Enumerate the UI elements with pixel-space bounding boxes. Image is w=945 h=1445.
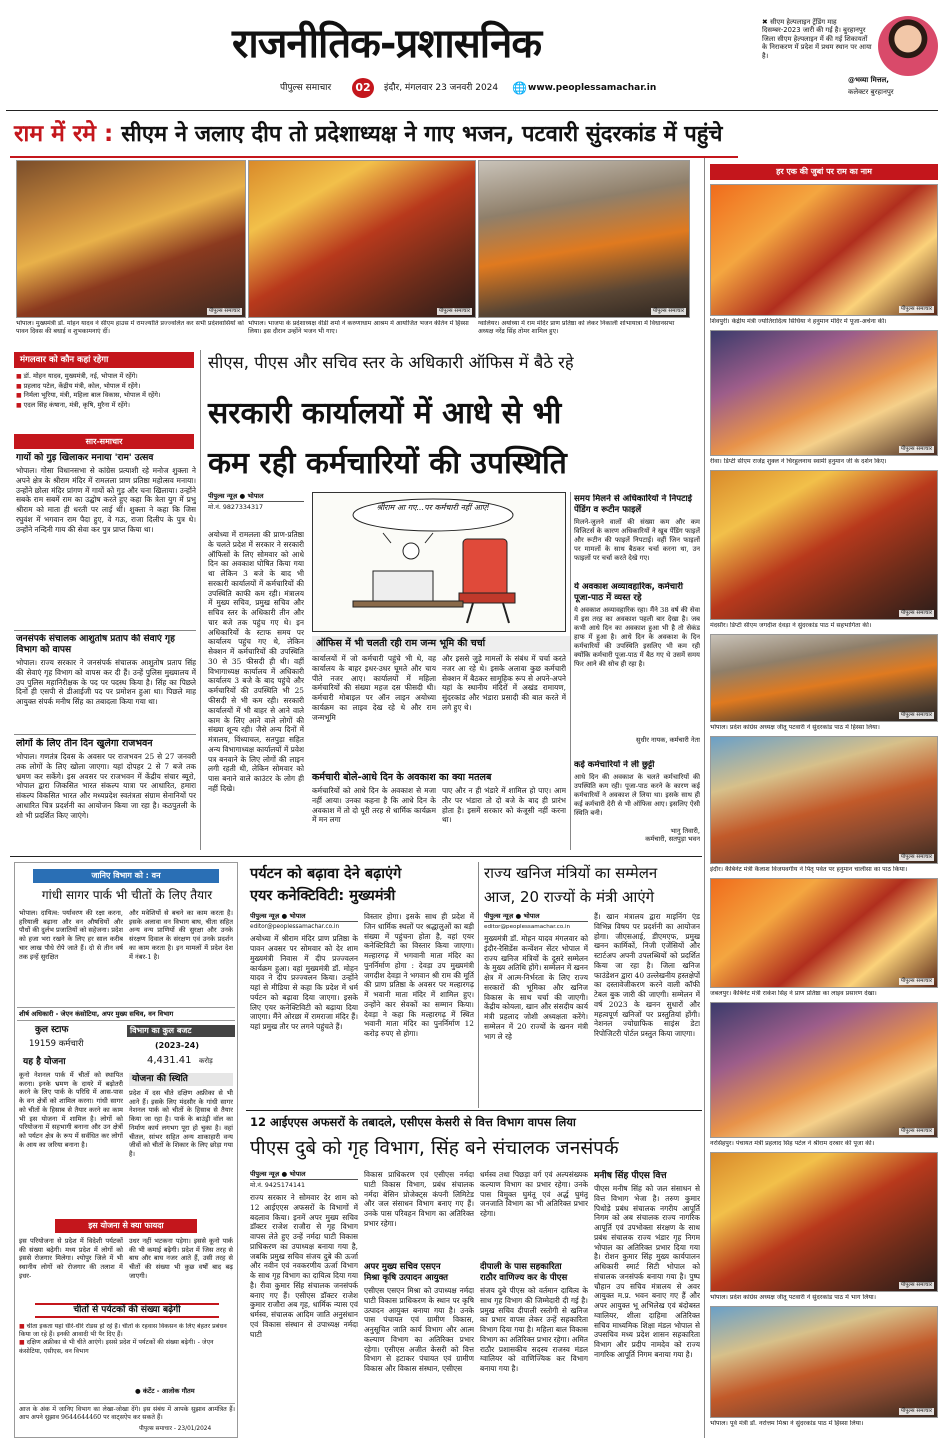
right-photo-bhopal-3: पीपुल्स समाचार xyxy=(710,1306,938,1418)
dept-benefit-right: उधर नहीं भटकना पड़ेगा। इससे कूनो पार्क की भी कमाई बढ़ेगी। प्रदेश में जिस तरह से बाघ और बाघ नजर आते हैं, उसी तरह से चीतों की संख्या भी कुछ वर्षों बाद बढ़ जाएगी। xyxy=(129,1237,233,1280)
trending-author-title: कलेक्टर बुरहानपुर xyxy=(848,88,894,96)
right-photo-indore: पीपुल्स समाचार xyxy=(710,736,938,864)
paper-name: पीपुल्स समाचार xyxy=(280,83,332,93)
transfers-col-1 xyxy=(250,1170,358,1438)
right-photo-bhopal-2: पीपुल्स समाचार xyxy=(710,1152,938,1292)
lead-photo-bhajan xyxy=(248,160,476,318)
mining-headline-2: आज, 20 राज्यों के मंत्री आएंगे xyxy=(484,888,655,906)
dept-scheme-label: यह है योजना xyxy=(23,1057,66,1067)
dept-box-header: जानिए विभाग को : वन xyxy=(33,869,219,883)
divider xyxy=(704,158,705,1438)
dept-staff-label: कुल स्टाफ xyxy=(35,1025,69,1035)
dept-budget-unit: करोड़ xyxy=(199,1057,213,1065)
right-caption: भोपाल। पूर्व मंत्री डॉ. नरोत्तम मिश्रा ने सुंदरकांड पाठ में हिस्सा लिया। xyxy=(710,1420,864,1427)
right-photo-narsinghpur: पीपुल्स समाचार xyxy=(710,1002,938,1138)
transfers-col-3 xyxy=(480,1170,588,1438)
divider xyxy=(10,856,702,857)
attendance-body-col: पाए और न ही भंडारे में शामिल हो पाए। आम तौर पर भंडारा तो दो बजे के बाद ही प्रारंभ होता है। इसमें सरकार को कंजूसी नहीं करना था। xyxy=(442,786,566,825)
mining-body: हैं। खान मंत्रालय द्वारा माइनिंग एंड विभिन्न विषय पर प्रदर्शनी का आयोजन होगा। जीएसआई, डीएमएफ, प्रमुख खनन कार्मिकों, निजी एजेंसियों और स्टार्टअप अपनी उपलब्धियों को प्रदर्शित किया जा रहा है। जिला खनिज फाउंडेशन द्वारा 40 उल्लेखनीय हस्तक्षेपों का दस्तावेजीकरण करने वाली कॉफी टेबल बुक जारी की जाएगी। सम्मेलन में वर्ष 2023 के खनन सुधारों और महत्वपूर्ण खनिजों पर प्रस्तुतियां होंगी। नेशनल ज्योग्राफिक साइंस डेटा रिपोजिटरी पोर्टल प्रस्तुत किया जाएगा। xyxy=(594,912,700,1039)
opinion-author-title: कर्मचारी, सतपुड़ा भवन xyxy=(645,835,700,844)
avatar xyxy=(878,16,938,76)
globe-icon: 🌐 xyxy=(512,81,527,95)
dept-budget-value: 4,431.41 xyxy=(147,1055,192,1066)
transfers-subhead-1: अपर मुख्य सचिव एसएन xyxy=(364,1262,441,1272)
lead-kicker: राम में रमे : xyxy=(14,121,114,147)
opinion-body: मिलने-जुलने वालों की संख्या कम और कम विजिटर्स के कारण अधिकारियों ने खूब पेंडिंग फाइलें और रूटीन की फाइलें निपटाई। वहीं जिन फाइलों पर मामलों के साथ बैठकर चर्चा करना था, उन फाइलों पर चर्चा करते देखे गए। xyxy=(574,518,700,562)
transfers-body: पीएस मनीष सिंह को जल संसाधन से वित्त विभाग भेजा है। तरुण कुमार पिथोड़े प्रबंध संचालक नगरीय आपूर्ति निगम को अब संचालक राज्य नागरिक आपूर्ति एवं उपभोक्ता संरक्षण के साथ प्रबंध संचालक राज्य भंडार गृह निगम भोपाल का अतिरिक्त प्रभार दिया गया है। रोशन कुमार सिंह मुख्य कार्यपालन अधिकारी स्मार्ट सिटी भोपाल को संचालक जनसंपर्क बनाया गया है। पुष्प चौहान उप सचिव मंत्रालय से अवर आयुक्त म.प्र. भवन बनाए गए हैं और अपर आयुक्त भू अभिलेख एवं बंदोबस्त ग्वालियर, शीला दाहिमा अतिरिक्त सचिव माध्यमिक शिक्षा मंडल भोपाल से उपसचिव मध्य प्रदेश शासन सहकारिता विभाग और प्रदीप नामदेव को राज्य नागरिक आपूर्ति निगम बनाया गया है। xyxy=(594,1184,700,1360)
opinion-author-name: भानु तिवारी, xyxy=(670,827,700,835)
lead-photo-cm xyxy=(16,160,246,318)
byline: पीपुल्स न्यूज़ ● भोपाल xyxy=(484,912,588,922)
photo-credit: पीपुल्स समाचार xyxy=(438,308,470,315)
section-title: राजनीतिक-प्रशासनिक xyxy=(232,21,542,67)
tourism-headline-1: पर्यटन को बढ़ावा देने बढ़ाएंगे xyxy=(250,866,402,882)
divider xyxy=(10,156,738,158)
opinion-body: आधे दिन की अवकाश के चलते कर्मचारियों की उपस्थिति कम रही। पूजा-पाठ करने के कारण कई कर्मचारियों ने अवकाश ले लिया था। इसके साथ ही कई कर्मचारी देरी से भी ऑफिस आए। इसलिए ऐसी स्थिति बनी। xyxy=(574,773,700,817)
byline-phone: मो.नं. 9827334317 xyxy=(208,504,263,512)
list-item: ■ प्रहलाद पटेल, केंद्रीय मंत्री, कोल, भोपाल में रहेंगे। xyxy=(16,382,196,392)
trending-box xyxy=(758,16,940,108)
attendance-body-col: कार्यालयों में जो कर्मचारी पहुंचे भी थे, वह कार्यालय के बाहर इधर-उधर घूमते और चाय पीते नजर आए। कार्यालयों में महिला कर्मचारियों की संख्या महज दस फीसदी थी। कर्मचारी मोबाइल पर ऑन लाइन अयोध्या कार्यक्रम का लाइव देख रहे थे और राम जन्मभूमि xyxy=(312,654,436,722)
divider xyxy=(6,110,938,111)
right-caption: भोपाल। प्रदेश कांग्रेस अध्यक्ष जीतू पटवारी ने सुंदरकांड पाठ में भाग लिया। xyxy=(710,1294,877,1301)
opinion-body: ये अवकाश अव्यावहारिक रहा। मैंने 38 वर्ष की सेवा में इस तरह का अवकाश पहली बार देखा है। जब कभी आधे दिन का अवकाश हुआ भी है तो सेकंड हाफ में हुआ है। आधे दिन के अवकाश के दिन कर्मचारियों की उपस्थिति इसलिए भी कम रही क्योंकि कर्मचारी पूजा-पाठ में बैठ गए थे उसमें समय फिर आने की सोच ही रहा है। xyxy=(574,606,700,668)
right-column-banner: हर एक की जुबां पर राम का नाम xyxy=(710,164,938,180)
byline-email: editor@peoplessamachar.co.in xyxy=(250,924,340,931)
right-caption: इंदौर। कैबिनेट मंत्री कैलाश विजयवर्गीय ने पितृ पर्वत पर हनुमान चालीसा का पाठ किया। xyxy=(710,866,908,873)
lead-caption: भोपाल। भाजपा के प्रदेशाध्यक्ष वीडी शर्मा ने करुणाधाम आश्रम में आयोजित भजन कीर्तन में हिस्सा लिया। इस दौरान उन्होंने भजन भी गाए। xyxy=(248,320,469,335)
tourism-headline-2: एयर कनेक्टिविटी: मुख्यमंत्री xyxy=(250,888,396,904)
right-photo-bhopal: पीपुल्स समाचार xyxy=(710,634,938,722)
transfers-body: संजय दुबे पीएस को वर्तमान दायित्व के साथ गृह विभाग की जिम्मेदारी दी गई है। प्रमुख सचिव दीपाली रस्तोगी से खनिज का प्रभार वापस लेकर उन्हें सहकारिता विभाग दिया गया है। महिला बाल विकास विभाग का अतिरिक्त प्रभार रहेगा। अमित राठौर प्रशासकीय सदस्य राजस्व मंडल ग्वालियर को वाणिज्यिक कर विभाग बनाया गया है। xyxy=(480,1286,588,1374)
divider xyxy=(200,350,201,850)
divider xyxy=(478,862,479,1108)
divider xyxy=(570,492,571,850)
photo-credit: पीपुल्स समाचार xyxy=(652,308,684,315)
website: www.peoplessamachar.in xyxy=(528,83,657,93)
cartoon-drawing xyxy=(313,493,566,632)
byline-email: editor@peoplessamachar.co.in xyxy=(484,924,571,931)
lead-caption: ग्वालियर। अयोध्या में राम मंदिर प्राण प्रतिष्ठा को लेकर निकाली शोभायात्रा में विधानसभा अध्यक्ष नरेंद्र सिंह तोमर शामिल हुए। xyxy=(478,320,675,335)
transfers-col-4 xyxy=(594,1170,700,1438)
brief-body: भोपाल। गोसा विधानसभा से कांग्रेस प्रत्याशी रहे मनोज शुक्ला ने अपने क्षेत्र के श्रीराम मंदिर में रामलला प्राण प्रतिष्ठा महोत्सव मनाया। उन्होंने छोला मंदिर प्रांगण में गायों को गुड़ और चना खिलाया। उन्होंने सबके राम सबमें राम का उद्घोष करते हुए कहा कि त्रेता युग में प्रभु श्रीराम को माता ही धरती पर लाई थीं। शुक्ला ने कहा कि जिस रघुवंश में भगवान राम पैदा हुए, वे गऊ, राजा दिलीप के पुत्र थे। उन्होंने नन्दिनी गाय की सेवा कर पुत्र प्राप्त किया था। xyxy=(16,466,196,534)
list-item: ■ निर्मला भूरिया, मंत्री, महिला बाल विकास, भोपाल में रहेंगे। xyxy=(16,391,196,401)
dept-footer: आज के अंक में जानिए विभाग का लेखा-जोखा देंगे। इस संबंध में आपके सुझाव आमंत्रित हैं। आप अपने सुझाव 9644644460 पर वाट्सऐप कर सकते हैं। xyxy=(19,1403,235,1425)
byline: पीपुल्स न्यूज़ ● भोपाल xyxy=(250,1170,358,1180)
dept-benefit-header: इस योजना से क्या फायदा xyxy=(55,1219,197,1233)
photo-credit: पीपुल्स समाचार xyxy=(208,308,240,315)
transfers-body: धर्मस्व तथा पिछड़ा वर्ग एवं अल्पसंख्यक कल्याण विभाग का प्रभार रहेगा। उनके पास विमुक्त घुमंतू एवं अर्द्ध घुमंतू जनजाति विभाग का भी अतिरिक्त प्रभार रहेगा। xyxy=(480,1170,588,1219)
transfers-col-2 xyxy=(364,1170,474,1438)
transfers-deck: 12 आईएएस अफसरों के तबादले, एसीएस केसरी से वित्त विभाग वापस लिया xyxy=(250,1115,576,1129)
cartoon-sign: श्रीराम आ गए...पर कर्मचारी नहीं आए! xyxy=(376,503,490,512)
brief-body: भोपाल। राज्य सरकार ने जनसंपर्क संचालक आशुतोष प्रताप सिंह की सेवाएं गृह विभाग को वापस कर दी हैं। उन्हें पुलिस मुख्यालय में उप पुलिस महानिरीक्षक के पद पर पदस्थ किया है। सिंह का पिछले दिनों ही एसपी से डीआईजी पद पर प्रमोशन हुआ था। पिछले माह आयुक्त संपर्क मनीष सिंह का तबादला किया गया था। xyxy=(16,658,196,707)
right-caption: भोपाल। प्रदेश कांग्रेस अध्यक्ष जीतू पटवारी ने सुंदरकांड पाठ में हिस्सा लिया। xyxy=(710,724,880,731)
page-number: 02 xyxy=(352,78,374,98)
brief-item xyxy=(16,452,196,628)
dept-scheme-status-title: योजना की स्थिति xyxy=(129,1073,233,1086)
opinion-2 xyxy=(574,582,700,758)
right-caption: शिवपुरी। केंद्रीय मंत्री ज्योतिरादित्य सिंधिया ने हनुमान मंदिर में पूजा-अर्चना की। xyxy=(710,318,887,325)
mining-col-1 xyxy=(484,912,588,1108)
opinion-headline: ये अवकाश अव्यावहारिक, कर्मचारी पूजा-पाठ में व्यस्त रहे xyxy=(574,582,684,603)
dept-budget-label: विभाग का कुल बजट xyxy=(127,1025,235,1037)
dept-staff-value: 19159 कर्मचारी xyxy=(29,1039,84,1049)
lead-photo-rally xyxy=(478,160,690,318)
lead-headline xyxy=(14,118,744,151)
dateline: इंदौर, मंगलवार 23 जनवरी 2024 xyxy=(384,83,499,93)
dept-budget-year: (2023-24) xyxy=(155,1041,200,1050)
tourism-col-1 xyxy=(250,912,358,1112)
attendance-body-col: कर्मचारियों को आधे दिन के अवकाश से मजा नहीं आया। उनका कहना है कि आधे दिन के अवकाश में तो दो पूरी तरह से धार्मिक कार्यक्रम में मन लगा xyxy=(312,786,436,825)
dept-count-list xyxy=(19,1323,235,1385)
right-photo-jabalpur: पीपुल्स समाचार xyxy=(710,878,938,988)
dept-scheme-left: कूनो नेशनल पार्क में चीतों को स्थापित करना। इनके भ्रमण के दायरे में बढ़ोतरी करने के लिए पार्क के परिधि में आस-पास के वन क्षेत्रों को शामिल करना। गांधी सागर को चीतों के हिसाब से तैयार करने का काम भी इस योजना में शामिल है। लोगों को परियोजना में सहभागी बनाना और उन क्षेत्रों को पर्यटन क्षेत्र के रूप में सर्वधित कर लोगों के आय का जरिया बनाना है। xyxy=(19,1071,123,1149)
dept-count-header: चीतों से पर्यटकों की संख्या बढ़ेगी xyxy=(35,1303,219,1318)
mining-headline-1: राज्य खनिज मंत्रियों का सम्मेलन xyxy=(484,864,658,882)
cartoon xyxy=(312,492,566,632)
dateline-bar xyxy=(280,78,700,98)
dept-box xyxy=(14,862,238,1438)
opinion-headline: समय मिलने से अधिकारियों ने निपटाई पेंडिंग व रूटीन फाइलें xyxy=(574,494,692,515)
right-caption: नरसिंहपुर। पंचायत मंत्री प्रहलाद सिंह पटेल ने श्रीराम दरबार की पूजा की। xyxy=(710,1140,875,1147)
list-item: ■ दक्षिण अफ्रीका से भी चीते आएंगे। इससे प्रदेश में पर्यटकों की संख्या बढ़ेगी। - जेएन कंसोटिया, एसीएस, वन विभाग xyxy=(19,1339,235,1355)
list-item: ■ चीता इकता यहां धीरे-धीरे रोडस हो रहे हैं। चीतों के रहवास विकसन के लिए बेहतर प्रबंधन किया जा रहे हैं। इनकी आवादी भी पैर दिए हैं। xyxy=(19,1323,235,1339)
transfers-headline: पीएस दुबे को गृह विभाग, सिंह बने संचालक जनसंपर्क xyxy=(250,1137,619,1159)
mining-body: मुख्यमंत्री डॉ. मोहन यादव मंगलवार को इंदौर-रेसिडेंस कन्वेंशन सेंटर भोपाल में राज्य खनिज मंत्रियों के दूसरे सम्मेलन के मुख्य अतिथि होंगे। सम्मेलन में खनन क्षेत्र में आत्म-निर्भरता के लिए राज्य सरकारों की भूमिका और खनिज विकास के साथ चर्चा की जाएगी। केंद्रीय कोयला, खान और संसदीय कार्य मंत्री प्रहलाद जोशी अध्यक्षता करेंगे। सम्मेलन में 20 राज्यों के खनन मंत्री भाग ले रहे xyxy=(484,934,588,1041)
dept-intro-left: भोपाल। दायित्व: पर्यावरण की रक्षा करना, हरियाली बढ़ाना और वन औषधियों और पौधों की दुर्लभ प्रजातियों को सहेजना। प्रदेश को हजा भरा रखने के लिए हर साल करीब चार लाख पौधे रोपे जाते हैं। दो से तीन वर्ष तक इन्हें सुरक्षित xyxy=(19,909,123,961)
where-box-header: मंगलवार को कौन कहां रहेगा xyxy=(14,352,194,368)
opinion-1 xyxy=(574,494,700,580)
right-photo-shivpuri: पीपुल्स समाचार xyxy=(710,184,938,316)
dept-officers: शीर्ष अधिकारी - जेएन कंसोटिया, अपर मुख्य सचिव, वन विभाग xyxy=(17,1007,235,1021)
attendance-headline-1: सरकारी कार्यालयों में आधे से भी xyxy=(208,396,562,431)
right-caption: रीवा। डिप्टी सीएम राजेंद्र शुक्ल ने चिरहुलनाथ स्वामी हनुमान जी के दर्शन किए। xyxy=(710,458,887,465)
dept-count-author: ● कंटेंट - आलोक गौतम xyxy=(135,1387,195,1395)
dept-benefit-left: इस परियोजना से प्रदेश में विदेशी पर्यटकों की संख्या बढ़ेगी। मध्य प्रदेश में लोगों को इससे रोजगार मिलेगा। श्योपुर जिले में भी स्थानीय लोगों को रोजगार की तलाश में इधर- xyxy=(19,1237,123,1280)
transfers-body: एसीएस एसएन मिश्रा को उपाध्यक्ष नर्मदा घाटी विकास प्राधिकरण के स्थान पर कृषि उत्पादन आयुक्त बनाया गया है। उनके पास पंचायत एवं ग्रामीण विकास, अनुसूचित जाति कार्य विभाग और आत्म कल्याण विभाग का अतिरिक्त प्रभार रहेगा। एसीएस अजीत केसरी को वित्त विभाग से हटाकर पंचायत एवं ग्रामीण विकास और विकास संस्थान, एसीएस xyxy=(364,1286,474,1374)
brief-headline: जनसंपर्क संचालक आशुतोष प्रताप की सेवाएं गृह विभाग को वापस xyxy=(16,634,175,655)
brief-item xyxy=(16,738,196,850)
dept-footer-credit: पीपुल्स समाचार - 23/01/2024 xyxy=(139,1426,212,1432)
attendance-subhead: कर्मचारी बोले-आधे दिन के अवकाश का क्या मतलब xyxy=(312,772,492,783)
list-item: ■ डॉ. मोहन यादव, मुख्यमंत्री, नई, भोपाल में रहेंगे। xyxy=(16,372,196,382)
dept-box-headline: गांधी सागर पार्क भी चीतों के लिए तैयार xyxy=(41,888,213,902)
tourism-body: अयोध्या में श्रीराम मंदिर प्राण प्रतिष्ठा के पावन अवसर पर सोमवार को देर शाम मुख्यमंत्री निवास में दीप प्रज्ज्वलन कार्यक्रम हुआ। वहां मुख्यमंत्री डॉ. मोहन यादव ने दीप प्रज्ज्वलन किया। उन्होंने यहां से मीडिया से कहा कि प्रदेश में धर्म पर्यटन को बढ़ावा दिया जाएगा। इसके लिए एयर कनेक्टिविटी को बढ़ाया दिया जाएगा। मैंने ओरछा में रामराजा मंदिर हैं। यहां प्रमुख तौर पर लगने पहुंचते हैं। xyxy=(250,934,358,1032)
attendance-headline-2: कम रही कर्मचारियों की उपस्थिति xyxy=(208,446,567,481)
opinion-headline: कई कर्मचारियों ने ली छुट्टी xyxy=(574,760,655,770)
trending-author: @भव्या मित्तल, xyxy=(848,76,889,84)
opinion-3 xyxy=(574,760,700,850)
sar-samachar-header: सार-समाचार xyxy=(14,434,194,449)
attendance-deck: सीएस, पीएस और सचिव स्तर के अधिकारी ऑफिस में बैठे रहे xyxy=(208,353,574,372)
cartoon-caption: ऑफिस में भी चलती रही राम जन्म भूमि की चर्चा xyxy=(312,636,570,652)
tourism-body: विस्तार होगा। इसके साथ ही प्रदेश में जिन धार्मिक स्थलों पर श्रद्धालुओं का बड़ी संख्या में पहुंचना होता है, वहां एयर कनेक्टिविटी का विस्तार किया जाएगा। मल्हारगढ़ में भगवानी माता मंदिर का पुनर्निर्माण होगा : देवड़ा उप मुख्यमंत्री जगदीश देवड़ा ने भगवान श्री राम की मूर्ति की प्राण प्रतिष्ठा के अवसर पर मल्हारगढ़ में भवानी माता मंदिर में शामिल हुए। उन्होंने कार सेवकों का सम्मान किया। देवड़ा ने कहा कि मल्हारगढ़ में स्थित भवानी माता मंदिर का पुनर्निर्माण 12 करोड़ रुपए से होगा। xyxy=(364,912,474,1039)
transfers-subhead-2b: राठौर वाणिज्य कर के पीएस xyxy=(480,1273,568,1283)
attendance-body-col: अयोध्या में रामलला की प्राण-प्रतिष्ठा के चलते प्रदेश में सरकार ने सरकारी ऑफिसों के लिए सोमवार को आधे दिन का अवकाश घोषित किया गया था लेकिन 3 बजे के बाद भी सरकारी कार्यालयों में कर्मचारियों की उपस्थिति काफी कम रही। मंत्रालय में मुख्य सचिव, प्रमुख सचिव और सचिव स्तर के अधिकारी तीन और चार बजे तक पहुंच गए थे। इन अधिकारियों के स्टाफ समय पर कार्यालय पहुंच गए थे, लेकिन सेक्शन में कर्मचारियों की उपस्थिति 30 से 35 फीसदी ही थी। वहीं विभागाध्यक्ष कार्यालय में अधिकारी कार्यालय 3 बजे के बाद पहुंचे और कर्मचारियों की उपस्थिति भी 25 फीसदी से भी कम रही। सरकारी कार्यालयों में भी बाहर से आने वाले काम के लिए आने वाले लोगों की संख्या शून्य रही। जैसे अन्य दिनों में मंत्रालय, विंध्याचल, सतपुड़ा सहित अन्य विभागाध्यक्ष कार्यालयों में प्रवेश पत्र बनवाने के लिए लोगों की लाइन लगी रहती थी, लेकिन सोमवार को पास बनाने वाले काउंटर के लोग ही नहीं दिखे। xyxy=(208,530,304,793)
dept-scheme-right: प्रदेश में दस चीते दक्षिण अफ्रीका से भी आने हैं। इसके लिए मंदसौर के गांधी सागर नेशनल पार्क को चीतों के हिसाब से तैयार किया जा रहा है। पार्क के बाउंड्री वॉल का निर्माण कार्य लगभग पूरा हो चुका है। वहां चीतल, सांभर सहित अन्य शाकाहारी वन्य जीवों को चीतों के शिकार के लिए छोड़ा गया है। xyxy=(129,1089,233,1158)
byline: पीपुल्स न्यूज़ ● भोपाल xyxy=(208,492,304,502)
right-caption: मंदसौर। डिप्टी सीएम जगदीश देवड़ा ने सुंदरकांड पाठ में सहभागिता की। xyxy=(710,622,872,629)
brief-headline: लोगों के लिए तीन दिन खुलेगा राजभवन xyxy=(16,738,153,749)
transfers-subhead-3: मनीष सिंह पीएस वित्त xyxy=(594,1171,667,1181)
transfers-subhead-2: दीपाली के पास सहकारिता xyxy=(480,1262,562,1272)
transfers-body: राज्य सरकार ने सोमवार देर शाम को 12 आईएएस अफसरों के विभागों में बदलाव किया। इनमें अपर मुख्य सचिव डॉक्टर राजेश राजौरा से गृह विभाग वापस लेते हुए उन्हें नर्मदा घाटी विकास प्राधिकरण का उपाध्यक्ष बनाया गया है, जबकि प्रमुख सचिव संजय दुबे की ऊर्जा और नवीन एवं नवकरणीय ऊर्जा विभाग के साथ गृह विभाग का दायित्व दिया गया है। रीवा कुमार सिंह संचालक जनसंपर्क बनाए गए हैं। एसीएस डॉक्टर राजेश कुमार राजौरा अब गृह, धार्मिक न्यास एवं धर्मस्व, संचालक आदिम जाति अनुसंधान एवं विकास संस्थान से उपाध्यक्ष नर्मदा घाटी xyxy=(250,1192,358,1339)
lead-caption: भोपाल। मुख्यमंत्री डॉ. मोहन यादव ने सीएम हाउस में रामज्योति प्रज्ज्वलित कर सभी प्रदेशवासियों को पावन दिवस की बधाई व शुभकामनाएं दीं। xyxy=(16,320,244,335)
byline-phone: मो.नं. 9425174141 xyxy=(250,1182,305,1190)
brief-item xyxy=(16,634,196,732)
transfers-body: विकास प्राधिकरण एवं एसीएस नर्मदा घाटी विकास विभाग, प्रबंध संचालक नर्मदा बेसिन प्रोजेक्ट्स कंपनी लिमिटेड और जल संसाधन विभाग बनाए गए हैं। उनके पास परिवहन विभाग का अतिरिक्त प्रभार रहेगा। xyxy=(364,1170,474,1228)
brief-headline: गायों को गुड़ खिलाकर मनाया 'राम' उत्सव xyxy=(16,453,154,463)
divider xyxy=(14,734,196,735)
dept-intro-right: और मवेशियों से बचने का काम करता है। इसके अलावा वन विभाग बाघ, चीता सहित अन्य वन्य प्राणियों की सुरक्षा और उनके संरक्षण दिवाल के संरक्षण एवं उनके प्रदर्शन का काम करता है। इन मामलों में प्रदेश देश में नंबर-1 है। xyxy=(129,909,233,961)
right-caption: जबलपुर। कैबिनेट मंत्री राकेश सिंह ने प्राण प्रतिष्ठा का लाइव प्रसारण देखा। xyxy=(710,990,877,997)
masthead xyxy=(0,0,945,108)
divider xyxy=(246,1110,702,1111)
byline: पीपुल्स न्यूज़ ● भोपाल xyxy=(250,912,358,922)
where-box-list xyxy=(16,372,196,428)
attendance-body-col: और इससे जुड़े मामलों के संबंध में चर्चा करते नजर आ रहे थे। इसके अलावा कुछ कर्मचारी सेक्शन में बैठकर सामूहिक रूप से अपने-अपने यहां के स्थानीय मंदिरों में अखंड रामायण, सुंदरकांड और भंडारा प्रसादी की बात करते में लगे हुए थे। xyxy=(442,654,566,712)
trending-text: ✖ सीएम हेल्पलाइन ट्रेंडिंग माह दिसम्बर-2023 जारी की गई है। बुरहानपुर जिला सीएम हेल्पलाइन में की गई शिकायतों के निराकरण में प्रदेश में प्रथम स्थान पर आया है। xyxy=(762,18,872,60)
brief-body: भोपाल। गणतंत्र दिवस के अवसर पर राजभवन 25 से 27 जनवरी तक लोगों के लिए खोला जाएगा। यहां दोपहर 2 से 7 बजे तक भ्रमण कर सकेंगे। इस अवसर पर राजभवन में केंद्रीय संचार ब्यूरो, भोपाल द्वारा जिकसित भारत संकल्प यात्रा पर आधारित, हमारा संकल्प विकसित भारत और मध्यप्रदेश स्वतंत्रता संग्राम सेनानियों पर आधारित चित्र प्रदर्शनी का आयोजन किया जा रहा है। कठपुतली के शो भी प्रदर्शित किए जाएंगे। xyxy=(16,752,196,820)
x-icon: ✖ xyxy=(762,18,771,26)
right-photo-mandsaur: पीपुल्स समाचार xyxy=(710,470,938,620)
transfers-subhead-1b: मिश्रा कृषि उत्पादन आयुक्त xyxy=(364,1273,449,1283)
opinion-author: सुधीर नायक, कर्मचारी नेता xyxy=(636,736,700,744)
lead-headline-text: सीएम ने जलाए दीप तो प्रदेशाध्यक्ष ने गाए भजन, पटवारी सुंदरकांड में पहुंचे xyxy=(121,122,723,147)
right-photo-rewa: पीपुल्स समाचार xyxy=(710,330,938,456)
divider xyxy=(14,630,196,631)
list-item: ■ एदल सिंह कंषाना, मंत्री, कृषि, मुरैना में रहेंगे। xyxy=(16,401,196,411)
